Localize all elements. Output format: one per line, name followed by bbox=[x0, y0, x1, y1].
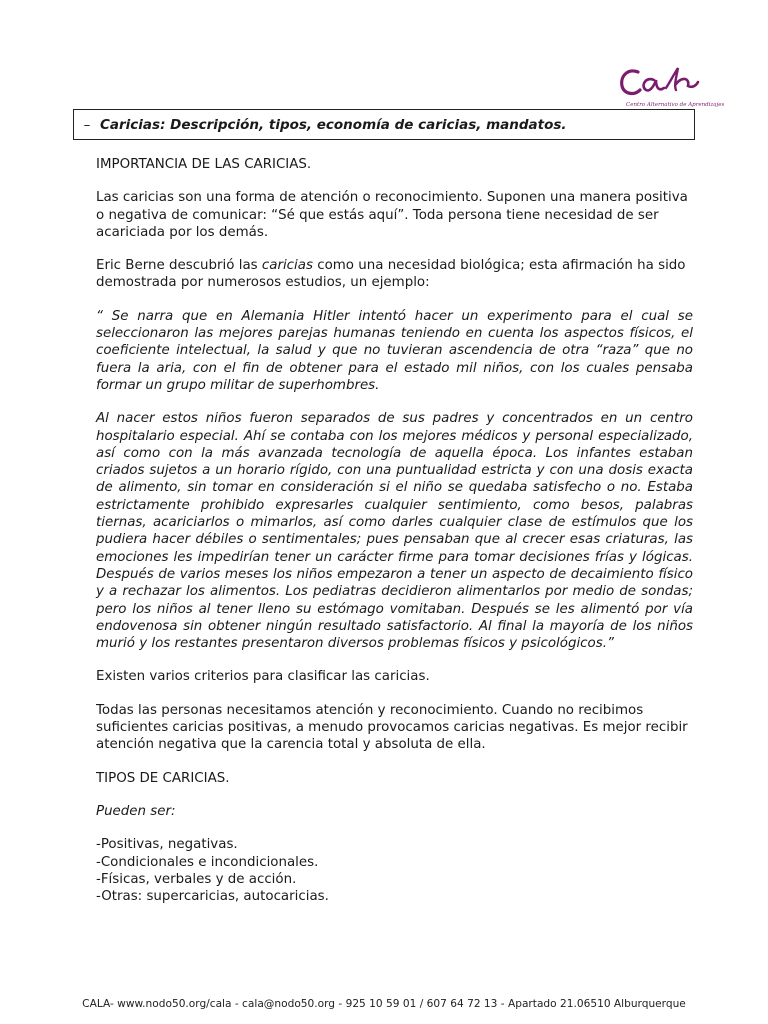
list-item: -Físicas, verbales y de acción. bbox=[96, 871, 297, 887]
types-list bbox=[96, 836, 693, 905]
text-span-italic: caricias bbox=[261, 258, 313, 274]
cala-logo bbox=[616, 64, 725, 112]
page-footer: CALA- www.nodo50.org/cala - cala@nodo50.org - 925 10 59 01 / 607 64 72 13 - Apartado 21.06510 Alburquerque bbox=[82, 998, 686, 1010]
title-dash: – bbox=[83, 116, 91, 133]
paragraph-eric-berne bbox=[96, 257, 693, 292]
section-heading-tipos: TIPOS DE CARICIAS. bbox=[96, 770, 230, 786]
cala-logo-mark bbox=[616, 64, 700, 104]
list-intro: Pueden ser: bbox=[96, 803, 176, 819]
document-title-box bbox=[73, 109, 695, 140]
text-span: como una necesidad biológica; esta afirmación ha sido demostrada por numerosos estudios, un ejemplo: bbox=[96, 258, 686, 291]
paragraph-atencion: Todas las personas necesitamos atención y reconocimiento. Cuando no recibimos suficientes caricias positivas, a menudo provocamos caricias negativas. Es mejor recibir atención negativa que la carencia total y absoluta de ella. bbox=[96, 702, 688, 753]
document-title: Caricias: Descripción, tipos, economía de caricias, mandatos. bbox=[100, 116, 567, 133]
list-item: -Positivas, negativas. bbox=[96, 837, 238, 853]
list-item: -Otras: supercaricias, autocaricias. bbox=[96, 889, 329, 905]
paragraph-criterios: Existen varios criterios para clasificar las caricias. bbox=[96, 669, 430, 685]
logo-subtitle: Centro Alternativo de Aprendizajes bbox=[626, 102, 725, 108]
paragraph-definition: Las caricias son una forma de atención o reconocimiento. Suponen una manera positiva o negativa de comunicar: “Sé que estás aquí”. Toda persona tiene necesidad de ser acariciada por los demás. bbox=[96, 190, 688, 240]
section-heading-importancia: IMPORTANCIA DE LAS CARICIAS. bbox=[96, 157, 312, 172]
text-span: Eric Berne descubrió las bbox=[96, 258, 262, 274]
document-body bbox=[96, 156, 693, 905]
list-item: -Condicionales e incondicionales. bbox=[96, 854, 319, 870]
quote-paragraph-1: “ Se narra que en Alemania Hitler intentó hacer un experimento para el cual se seleccionaron las mejores parejas humanas teniendo en cuenta los aspectos físicos, el coeficiente intelectual, la salud y que no tuvieran ascendencia de otra “raza” que no fuera la aria, con el fin de obtener para el estado mil niños, con los cuales pensaba formar un grupo militar de superhombres. bbox=[96, 308, 693, 393]
quote-paragraph-2: Al nacer estos niños fueron separados de sus padres y concentrados en un centro hospitalario especial. Ahí se contaba con los mejores médicos y personal especializado, así como con la más avanzada tecnología de aquella época. Los infantes estaban criados sujetos a un horario rígido, con una puntualidad estricta y con una dosis exacta de alimento, sin tomar en consideración si el niño se quedaba satisfecho o no. Estaba estrictamente prohibido expresarles cualquier sentimiento, como besos, palabras tiernas, acariciarlos o mimarlos, así como darles cualquier clase de estímulos que los pudiera hacer débiles o sentimentales; pues pensaban que al crecer esas criaturas, las emociones les impedirían tener un carácter firme para tomar decisiones frías y lógicas. Después de varios meses los niños empezaron a tener un aspecto de decaimiento físico y a rechazar los alimentos. Los pediatras decidieron alimentarlos por medio de sondas; pero los niños al tener lleno su estómago vomitaban. Después se les alimentó por vía endovenosa sin obtener ningún resultado satisfactorio. Al final la mayoría de los niños murió y los restantes presentaron diversos problemas físicos y psicológicos.” bbox=[96, 411, 693, 652]
